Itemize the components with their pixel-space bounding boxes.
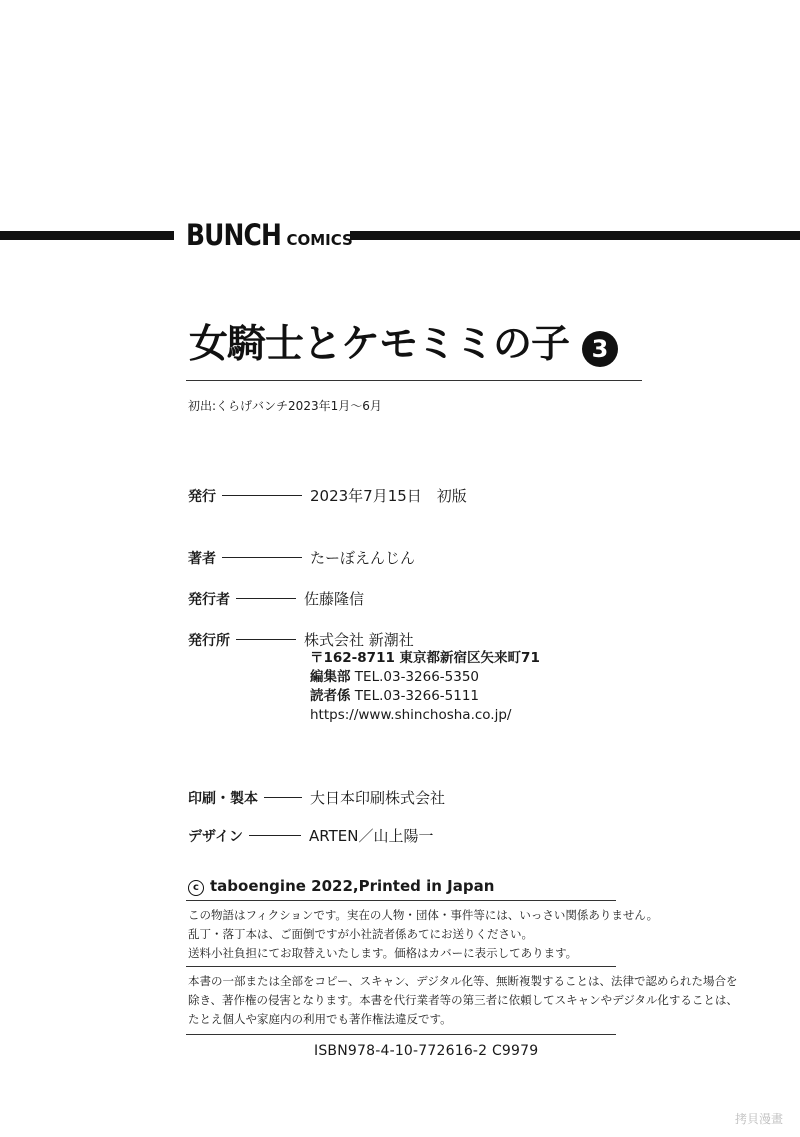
colophon-row-publisher-person <box>188 588 364 609</box>
divider-isbn <box>186 1034 616 1035</box>
book-title: 女騎士とケモミミの子 <box>189 322 570 367</box>
editorial-tel: TEL.03-3266-5350 <box>354 669 480 685</box>
publisher-person-value: 佐藤隆信 <box>304 590 365 608</box>
printing-label: 印刷・製本 <box>188 790 258 807</box>
copyright-icon: c <box>188 880 204 896</box>
editorial-tel-line <box>310 668 540 687</box>
notice-line: 送料小社負担にてお取替えいたします。価格はカバーに表示してあります。 <box>188 946 578 960</box>
colophon-row-issue <box>188 485 467 506</box>
author-label: 著者 <box>188 550 216 567</box>
publisher-address-block <box>310 649 540 725</box>
publisher-person-label: 発行者 <box>188 591 230 608</box>
notices-block <box>188 906 658 963</box>
leader-line <box>222 495 302 496</box>
divider-legal <box>186 966 616 967</box>
notice-line: 乱丁・落丁本は、ご面倒ですが小社読者係あてにお送りください。 <box>188 927 533 941</box>
leader-line <box>236 598 296 599</box>
leader-line <box>264 797 302 798</box>
colophon-row-publisher <box>188 629 414 650</box>
publisher-url[interactable]: https://www.shinchosha.co.jp/ <box>310 707 512 723</box>
author-value: たーぼえんじん <box>310 549 416 567</box>
editorial-label: 編集部 <box>310 669 351 685</box>
volume-badge: 3 <box>582 331 618 367</box>
colophon-row-design <box>188 825 434 846</box>
colophon-row-printing <box>188 787 445 808</box>
reader-tel-line <box>310 687 540 706</box>
title-divider <box>186 380 642 381</box>
legal-line: 本書の一部または全部をコピー、スキャン、デジタル化等、無断複製することは、法律で認められた場合を <box>188 974 738 988</box>
header-band-right <box>350 231 800 240</box>
postal-address: 〒162-8711 東京都新宿区矢来町71 <box>310 650 540 666</box>
publisher-label: 発行所 <box>188 632 230 649</box>
leader-line <box>222 557 302 558</box>
header-band-left <box>0 231 174 240</box>
reader-tel: TEL.03-3266-5111 <box>354 688 480 704</box>
issue-value: 2023年7月15日 初版 <box>310 487 467 505</box>
notice-line: この物語はフィクションです。実在の人物・団体・事件等には、いっさい関係ありません。 <box>188 908 659 922</box>
copyright-text: taboengine 2022,Printed in Japan <box>210 877 495 895</box>
printing-value: 大日本印刷株式会社 <box>310 789 446 807</box>
isbn: ISBN978-4-10-772616-2 C9979 <box>314 1043 539 1059</box>
first-publication: 初出:くらげバンチ2023年1月〜6月 <box>188 399 382 413</box>
reader-label: 読者係 <box>310 688 351 704</box>
legal-line: 除き、著作権の侵害となります。本書を代行業者等の第三者に依頼してスキャンやデジタル化することは、 <box>188 993 738 1007</box>
legal-line: たとえ個人や家庭内の利用でも著作権法違反です。 <box>188 1012 452 1026</box>
copyright-line <box>188 877 494 896</box>
brand-line: COMICS <box>286 231 353 249</box>
brand-logo <box>186 216 353 250</box>
watermark: 拷貝漫畫 <box>735 1112 784 1126</box>
colophon-row-author <box>188 547 415 568</box>
leader-line <box>236 639 296 640</box>
issue-label: 発行 <box>188 488 216 505</box>
design-label: デザイン <box>188 828 244 845</box>
publisher-value: 株式会社 新潮社 <box>304 631 414 649</box>
design-value: ARTEN／山上陽一 <box>309 827 434 845</box>
leader-line <box>249 835 301 836</box>
brand-name: BUNCH <box>186 218 282 252</box>
legal-block <box>188 972 738 1029</box>
divider-notices <box>186 900 616 901</box>
